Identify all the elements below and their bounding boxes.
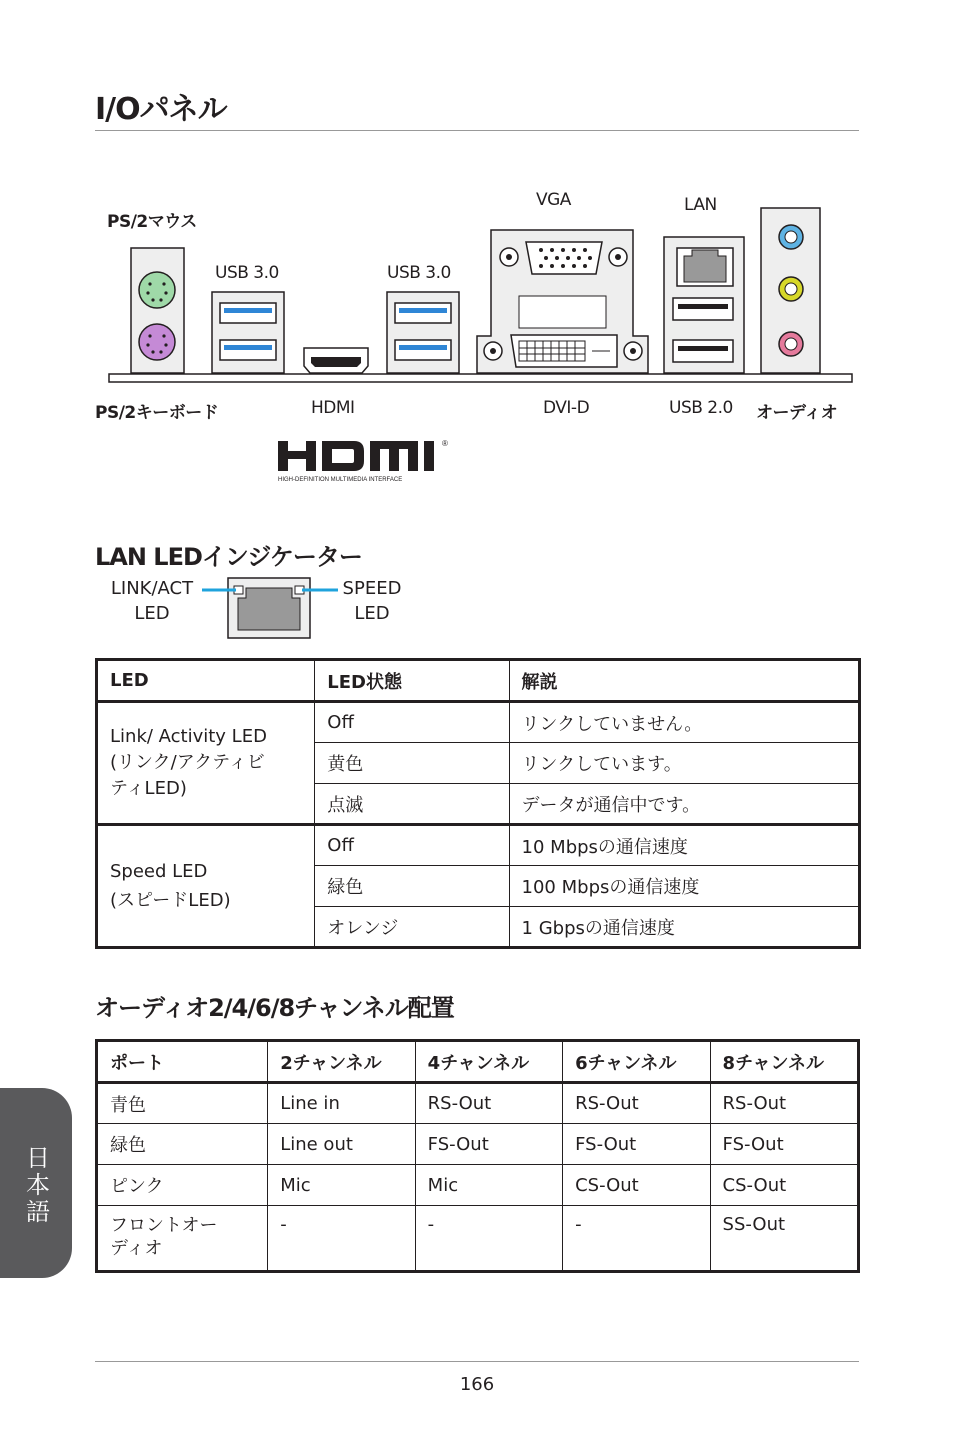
usb30-port-right	[387, 292, 459, 373]
front-audio-line: ディオ	[110, 1238, 163, 1259]
table-row	[97, 1124, 859, 1165]
usb30-port-left	[212, 292, 284, 373]
lan-led-heading: LAN LEDインジケーター	[95, 543, 362, 571]
header-cell: 2チャンネル	[268, 1041, 415, 1083]
hdmi-logo	[278, 437, 458, 483]
language-side-tab-label	[18, 1145, 58, 1226]
speed-led-label	[336, 576, 408, 626]
header-cell: 6チャンネル	[563, 1041, 710, 1083]
led-state-cell: 緑色	[315, 866, 509, 907]
header-cell: ポート	[97, 1041, 268, 1083]
speed-label-line2: LED	[354, 603, 390, 624]
table-cell: FS-Out	[415, 1124, 562, 1165]
table-cell: 緑色	[97, 1124, 268, 1165]
table-cell: Mic	[415, 1165, 562, 1206]
header-cell: LED状態	[315, 660, 509, 702]
table-row	[97, 1165, 859, 1206]
lan-usb20-block	[664, 237, 744, 373]
speed-label-line1: SPEED	[342, 578, 402, 599]
link-led-name-line: Link/ Activity LED	[110, 726, 267, 747]
table-row	[97, 1206, 859, 1272]
link-act-label-line2: LED	[134, 603, 170, 624]
table-cell: FS-Out	[563, 1124, 710, 1165]
table-cell: Mic	[268, 1165, 415, 1206]
page-title: I/Oパネル	[95, 92, 227, 127]
hdmi-port	[304, 348, 368, 373]
ps2-mouse-port	[139, 272, 175, 308]
speed-led-name-line: (スピードLED)	[110, 890, 231, 911]
ps2-keyboard-port	[139, 324, 175, 360]
table-cell: -	[415, 1206, 562, 1272]
table-row	[97, 702, 860, 743]
led-state-cell: オレンジ	[315, 907, 509, 948]
link-led-name-cell	[97, 702, 315, 825]
link-act-label-line1: LINK/ACT	[110, 578, 194, 599]
page-number: 166	[459, 1374, 495, 1395]
led-desc-cell: 100 Mbpsの通信速度	[509, 866, 859, 907]
link-led-name-line: (リンク/アクティビ	[110, 752, 265, 773]
led-desc-cell: リンクしています。	[509, 743, 859, 784]
table-cell: 青色	[97, 1083, 268, 1124]
link-act-led-label	[104, 576, 200, 626]
table-row	[97, 1083, 859, 1124]
led-desc-cell: 1 Gbpsの通信速度	[509, 907, 859, 948]
side-tab-text	[18, 1145, 58, 1226]
svg-text:®: ®	[442, 439, 448, 448]
table-cell: -	[268, 1206, 415, 1272]
front-audio-line: フロントオー	[110, 1215, 218, 1236]
side-tab-char: 日	[26, 1144, 50, 1172]
dvid-label: DVI-D	[543, 398, 590, 418]
led-table-header	[97, 660, 860, 702]
table-cell	[97, 1206, 268, 1272]
footer-divider	[95, 1361, 859, 1362]
usb30-label-left: USB 3.0	[215, 263, 279, 283]
table-cell: CS-Out	[563, 1165, 710, 1206]
io-panel-baseplate	[109, 374, 852, 382]
table-cell: CS-Out	[710, 1165, 858, 1206]
table-cell: RS-Out	[415, 1083, 562, 1124]
lan-led-diagram	[200, 576, 340, 640]
ps2-port-block	[131, 248, 184, 373]
led-state-cell: 点滅	[315, 784, 509, 825]
hdmi-label: HDMI	[311, 398, 355, 418]
led-state-cell: Off	[315, 702, 509, 743]
table-cell: Line out	[268, 1124, 415, 1165]
audio-label: オーディオ	[756, 403, 838, 423]
speed-led-name-line: Speed LED	[110, 861, 208, 882]
table-cell: ピンク	[97, 1165, 268, 1206]
table-cell: Line in	[268, 1083, 415, 1124]
header-cell: 4チャンネル	[415, 1041, 562, 1083]
side-tab-char: 本	[26, 1171, 50, 1199]
header-cell: 解説	[509, 660, 859, 702]
audio-table-header	[97, 1041, 859, 1083]
led-desc-cell: 10 Mbpsの通信速度	[509, 825, 859, 866]
ps2-mouse-label: PS/2マウス	[107, 212, 197, 232]
header-cell: LED	[97, 660, 315, 702]
header-cell: 8チャンネル	[710, 1041, 858, 1083]
table-cell: -	[563, 1206, 710, 1272]
usb30-label-right: USB 3.0	[387, 263, 451, 283]
link-led-name-line: ティLED)	[110, 778, 187, 799]
speed-led-name-cell	[97, 825, 315, 948]
audio-table	[95, 1039, 860, 1273]
svg-text:HIGH-DEFINITION MULTIMEDIA INT: HIGH-DEFINITION MULTIMEDIA INTERFACE	[278, 477, 403, 483]
vga-dvi-block	[477, 230, 648, 373]
title-divider	[95, 130, 859, 131]
led-desc-cell: リンクしていません。	[509, 702, 859, 743]
vga-label: VGA	[536, 190, 571, 210]
ps2-keyboard-label: PS/2キーボード	[95, 403, 219, 423]
led-state-cell: Off	[315, 825, 509, 866]
led-desc-cell: データが通信中です。	[509, 784, 859, 825]
led-state-cell: 黄色	[315, 743, 509, 784]
audio-heading: オーディオ2/4/6/8チャンネル配置	[95, 994, 454, 1022]
side-tab-char: 語	[26, 1198, 50, 1226]
table-cell: SS-Out	[710, 1206, 858, 1272]
table-cell: RS-Out	[563, 1083, 710, 1124]
io-panel-diagram	[100, 200, 860, 390]
table-cell: FS-Out	[710, 1124, 858, 1165]
table-row	[97, 825, 860, 866]
lan-label: LAN	[684, 195, 717, 215]
usb20-label: USB 2.0	[669, 398, 733, 418]
lan-port-socket	[238, 588, 300, 630]
led-table	[95, 658, 861, 949]
table-cell: RS-Out	[710, 1083, 858, 1124]
audio-jack-block	[761, 208, 820, 373]
